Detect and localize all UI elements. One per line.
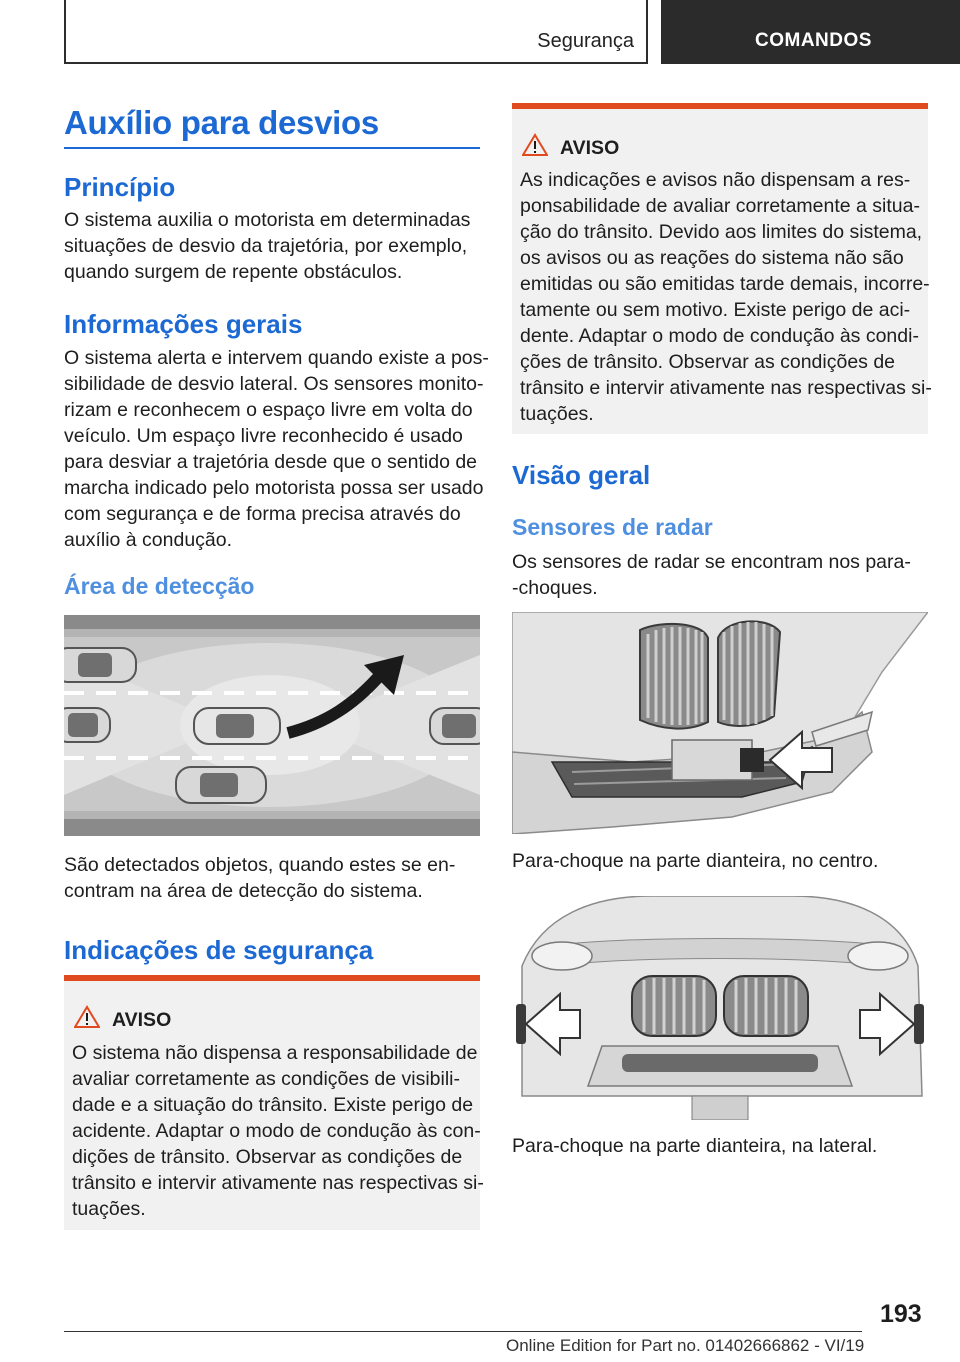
page-number: 193 xyxy=(880,1300,922,1328)
principio-paragraph xyxy=(64,207,480,285)
front-bumper-center-illustration xyxy=(512,612,928,834)
area-caption xyxy=(64,852,480,904)
warning-title: AVISO xyxy=(560,137,620,159)
text-line: dente. Adaptar o modo de condução às condi- xyxy=(520,325,919,347)
text-line: Os sensores de radar se encontram nos para- xyxy=(512,551,911,573)
car-shape xyxy=(176,767,266,803)
header-chapter-tab xyxy=(661,0,960,64)
car-shape xyxy=(64,648,136,682)
grille-shape xyxy=(718,621,780,726)
text-line: O sistema alerta e intervem quando existe a pos- xyxy=(64,347,489,369)
header-section-tab xyxy=(64,0,648,64)
header-chapter-label: COMANDOS xyxy=(755,30,872,51)
heading-visao-geral: Visão geral xyxy=(512,460,651,490)
text-line: ção do trânsito. Devido aos limites do sistema, xyxy=(520,221,923,243)
text-line: trânsito e intervir ativamente nas respectivas si- xyxy=(520,377,932,399)
text-line: O sistema auxilia o motorista em determinadas xyxy=(64,209,471,231)
text-line: rizam e reconhecem o espaço livre em volta do xyxy=(64,399,473,421)
text-line: marcha indicado pelo motorista possa ser usado xyxy=(64,477,484,499)
grille-shape xyxy=(724,976,808,1036)
car-shape xyxy=(430,708,480,744)
heading-principio: Princípio xyxy=(64,172,176,202)
text-line: auxílio à condução. xyxy=(64,529,233,551)
warning-text xyxy=(520,167,932,427)
title-rule xyxy=(64,147,480,149)
heading-indicacoes-seguranca: Indicações de segurança xyxy=(64,935,374,965)
caption-center xyxy=(512,848,928,874)
car-shape xyxy=(64,708,110,742)
heading-area-deteccao: Área de detecção xyxy=(64,573,255,599)
footer-rule xyxy=(64,1331,862,1332)
text-line: tuações. xyxy=(520,403,594,425)
info-paragraph xyxy=(64,345,489,553)
front-bumper-side-illustration xyxy=(512,896,928,1120)
text-line: avaliar corretamente as condições de visibili- xyxy=(72,1068,461,1090)
text-line: São detectados objetos, quando estes se en- xyxy=(64,854,456,876)
detection-area-illustration xyxy=(64,615,480,836)
text-line: sibilidade de desvio lateral. Os sensores monito- xyxy=(64,373,484,395)
heading-sensores-radar: Sensores de radar xyxy=(512,514,713,540)
grille-shape xyxy=(632,976,716,1036)
warning-triangle-icon xyxy=(74,1005,100,1029)
radar-paragraph xyxy=(512,549,928,601)
warning-text xyxy=(72,1040,484,1222)
edition-label: Online Edition for Part no. 01402666862 - VI/19 xyxy=(506,1336,865,1355)
text-line: tamente ou sem motivo. Existe perigo de aci- xyxy=(520,299,911,321)
text-line: As indicações e avisos não dispensam a res- xyxy=(520,169,911,191)
text-line: acidente. Adaptar o modo de condução às con- xyxy=(72,1120,481,1142)
text-line: com segurança e de forma precisa através do xyxy=(64,503,461,525)
header-section-label: Segurança xyxy=(537,30,634,52)
text-line: os avisos ou as reações do sistema não são xyxy=(520,247,904,269)
text-line: O sistema não dispensa a responsabilidade de xyxy=(72,1042,478,1064)
text-line: emitidas ou são emitidas tarde demais, incorre- xyxy=(520,273,930,295)
text-line: veículo. Um espaço livre reconhecido é usado xyxy=(64,425,463,447)
text-line: situações de desvio da trajetória, por exemplo, xyxy=(64,235,468,257)
text-line: ções de trânsito. Observar as condições de xyxy=(520,351,896,373)
text-line: ponsabilidade de avaliar corretamente a situa- xyxy=(520,195,920,217)
warning-box xyxy=(64,975,484,1230)
warning-title: AVISO xyxy=(112,1009,172,1031)
text-line: dições de trânsito. Observar as condições de xyxy=(72,1146,463,1168)
grille-shape xyxy=(640,624,708,729)
warning-box xyxy=(512,103,932,434)
text-line: tuações. xyxy=(72,1198,146,1220)
car-shape xyxy=(194,708,280,744)
page-title: Auxílio para desvios xyxy=(64,104,379,141)
text-line: Para-choque na parte dianteira, no centro. xyxy=(512,850,879,872)
text-line: trânsito e intervir ativamente nas respectivas si- xyxy=(72,1172,484,1194)
warning-triangle-icon xyxy=(522,133,548,157)
text-line: quando surgem de repente obstáculos. xyxy=(64,261,403,283)
text-line: -choques. xyxy=(512,577,598,599)
heading-informacoes-gerais: Informações gerais xyxy=(64,309,303,339)
text-line: para desviar a trajetória desde que o sentido de xyxy=(64,451,478,473)
text-line: dade e a situação do trânsito. Existe perigo de xyxy=(72,1094,474,1116)
caption-side xyxy=(512,1133,928,1159)
text-line: contram na área de detecção do sistema. xyxy=(64,880,423,902)
text-line: Para-choque na parte dianteira, na lateral. xyxy=(512,1135,878,1157)
